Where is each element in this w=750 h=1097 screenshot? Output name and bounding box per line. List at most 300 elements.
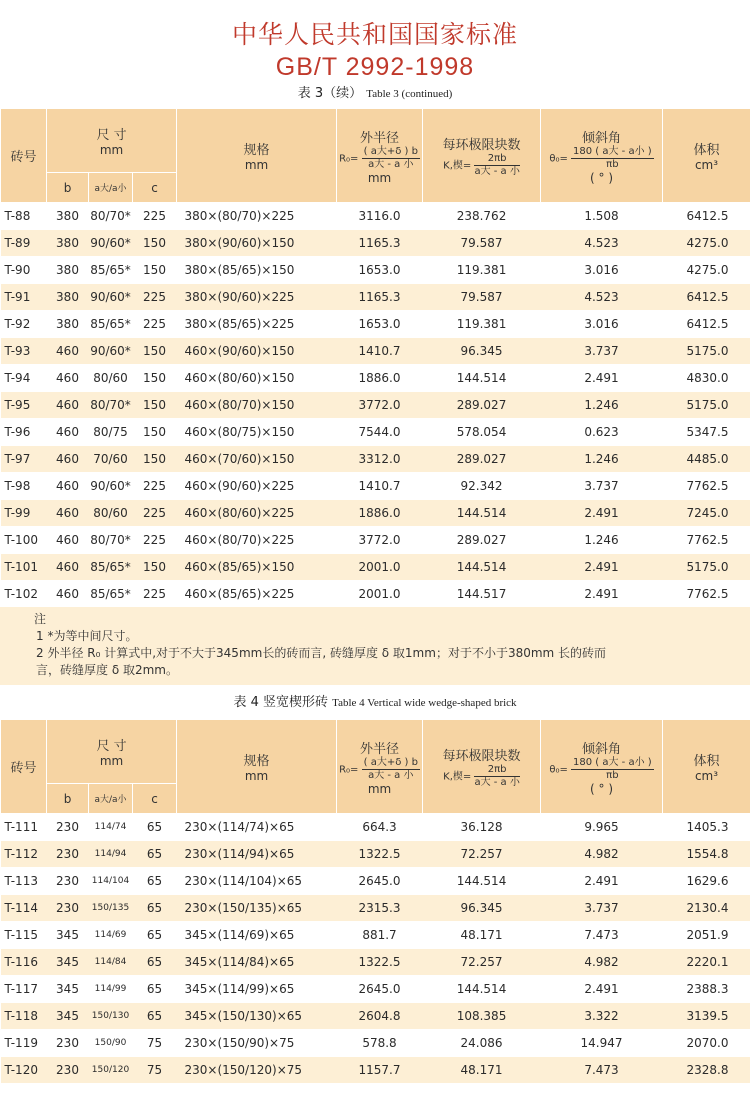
header-a: a大/a小 (89, 173, 133, 203)
cell-b: 345 (47, 922, 89, 949)
cell-radius: 2604.8 (337, 1003, 423, 1030)
table-row (1, 203, 750, 230)
cell-ring-count: 119.381 (423, 311, 541, 338)
t4-header-size (47, 720, 177, 784)
cell-spec: 460×(80/70)×150 (177, 392, 337, 419)
cell-angle: 2.491 (541, 554, 663, 581)
cell-ring-count: 144.514 (423, 500, 541, 527)
table-row (1, 868, 750, 895)
table-row (1, 895, 750, 922)
cell-c: 150 (133, 257, 177, 284)
cell-ring-count: 79.587 (423, 230, 541, 257)
cell-b: 460 (47, 581, 89, 608)
standard-title: 中华人民共和国国家标准 (231, 20, 518, 49)
cell-spec: 345×(114/84)×65 (177, 949, 337, 976)
radius-formula-den: a大 - a 小 (368, 158, 414, 170)
table-row (1, 392, 750, 419)
cell-ring-count: 144.517 (423, 581, 541, 608)
radius-formula-num: ( a大+δ ) b (363, 145, 418, 157)
t4-header-radius-label: 外半径 (360, 741, 400, 757)
table-row (1, 311, 750, 338)
cell-angle: 2.491 (541, 365, 663, 392)
table-row (1, 976, 750, 1003)
cell-a: 114/69 (89, 922, 133, 949)
table-row (1, 473, 750, 500)
cell-ring-count: 289.027 (423, 392, 541, 419)
t4-header-a: a大/a小 (89, 784, 133, 814)
cell-c: 225 (133, 284, 177, 311)
t4-header-size-label: 尺 寸 (96, 739, 127, 754)
note-1: 1 *为等中间尺寸。 (36, 629, 138, 643)
cell-angle: 9.965 (541, 814, 663, 841)
t4-radius-formula (339, 757, 420, 782)
t4-angle-formula-lhs: θ₀= (549, 764, 568, 775)
cell-spec: 230×(150/90)×75 (177, 1030, 337, 1057)
cell-volume: 7245.0 (663, 500, 750, 527)
cell-c: 65 (133, 922, 177, 949)
cell-radius: 3312.0 (337, 446, 423, 473)
cell-b: 230 (47, 868, 89, 895)
table3-body (1, 203, 750, 608)
cell-brick-no: T-111 (1, 814, 47, 841)
radius-formula-lhs: R₀= (339, 153, 359, 164)
header-angle (541, 109, 663, 203)
cell-c: 65 (133, 841, 177, 868)
document-header (0, 0, 750, 82)
table-row (1, 922, 750, 949)
cell-brick-no: T-116 (1, 949, 47, 976)
cell-radius: 3116.0 (337, 203, 423, 230)
cell-b: 380 (47, 230, 89, 257)
t4-angle-formula-den: πb (606, 769, 619, 781)
cell-spec: 230×(114/94)×65 (177, 841, 337, 868)
cell-c: 225 (133, 203, 177, 230)
standard-code: GB/T 2992-1998 (275, 53, 475, 81)
cell-spec: 380×(85/65)×225 (177, 311, 337, 338)
cell-spec: 345×(114/99)×65 (177, 976, 337, 1003)
t4-header-angle (541, 720, 663, 814)
table-row (1, 419, 750, 446)
cell-spec: 230×(114/74)×65 (177, 814, 337, 841)
cell-radius: 2001.0 (337, 554, 423, 581)
cell-spec: 460×(85/65)×150 (177, 554, 337, 581)
cell-brick-no: T-90 (1, 257, 47, 284)
t4-angle-formula (549, 757, 653, 782)
cell-c: 150 (133, 419, 177, 446)
header-spec-label: 规格 (243, 143, 270, 158)
t4-header-radius-unit: mm (367, 781, 392, 796)
cell-radius: 1410.7 (337, 473, 423, 500)
cell-c: 65 (133, 895, 177, 922)
cell-angle: 1.246 (541, 527, 663, 554)
cell-volume: 7762.5 (663, 527, 750, 554)
cell-c: 225 (133, 311, 177, 338)
cell-spec: 345×(150/130)×65 (177, 1003, 337, 1030)
cell-brick-no: T-92 (1, 311, 47, 338)
cell-angle: 3.016 (541, 311, 663, 338)
cell-a: 85/65* (89, 554, 133, 581)
cell-a: 114/84 (89, 949, 133, 976)
cell-volume: 5347.5 (663, 419, 750, 446)
cell-angle: 4.523 (541, 284, 663, 311)
cell-spec: 460×(90/60)×150 (177, 338, 337, 365)
cell-angle: 1.246 (541, 446, 663, 473)
cell-angle: 1.246 (541, 392, 663, 419)
cell-c: 225 (133, 500, 177, 527)
cell-c: 225 (133, 473, 177, 500)
cell-c: 150 (133, 230, 177, 257)
cell-angle: 3.737 (541, 473, 663, 500)
cell-spec: 460×(80/75)×150 (177, 419, 337, 446)
cell-volume: 6412.5 (663, 284, 750, 311)
cell-radius: 2001.0 (337, 581, 423, 608)
t4-header-angle-label: 倾斜角 (582, 741, 622, 757)
cell-a: 114/104 (89, 868, 133, 895)
cell-spec: 460×(85/65)×225 (177, 581, 337, 608)
cell-c: 225 (133, 527, 177, 554)
table-row (1, 230, 750, 257)
cell-brick-no: T-100 (1, 527, 47, 554)
table4-body (1, 814, 750, 1084)
table4-caption-en: Table 4 Vertical wide wedge-shaped brick (332, 697, 517, 709)
cell-b: 460 (47, 338, 89, 365)
header-radius-label: 外半径 (360, 130, 400, 146)
cell-radius: 881.7 (337, 922, 423, 949)
cell-radius: 1322.5 (337, 841, 423, 868)
header-radius (337, 109, 423, 203)
cell-brick-no: T-95 (1, 392, 47, 419)
t4-header-size-unit: mm (99, 754, 124, 768)
t4-header-volume-label: 体积 (693, 754, 720, 769)
cell-brick-no: T-96 (1, 419, 47, 446)
cell-ring-count: 289.027 (423, 527, 541, 554)
cell-brick-no: T-93 (1, 338, 47, 365)
cell-angle: 3.016 (541, 257, 663, 284)
cell-ring-count: 238.762 (423, 203, 541, 230)
cell-volume: 1629.6 (663, 868, 750, 895)
cell-c: 150 (133, 365, 177, 392)
cell-volume: 5175.0 (663, 554, 750, 581)
cell-brick-no: T-97 (1, 446, 47, 473)
cell-ring-count: 96.345 (423, 338, 541, 365)
cell-brick-no: T-101 (1, 554, 47, 581)
cell-spec: 460×(70/60)×150 (177, 446, 337, 473)
cell-a: 90/60* (89, 473, 133, 500)
cell-b: 230 (47, 841, 89, 868)
cell-ring-count: 144.514 (423, 976, 541, 1003)
t4-header-ring (423, 720, 541, 814)
cell-c: 65 (133, 1003, 177, 1030)
angle-formula (549, 146, 653, 171)
cell-volume: 2051.9 (663, 922, 750, 949)
cell-spec: 460×(80/60)×150 (177, 365, 337, 392)
cell-a: 114/99 (89, 976, 133, 1003)
t4-header-b: b (47, 784, 89, 814)
cell-a: 114/74 (89, 814, 133, 841)
table-row (1, 841, 750, 868)
angle-formula-lhs: θ₀= (549, 153, 568, 164)
cell-a: 80/70* (89, 527, 133, 554)
header-size (47, 109, 177, 173)
t4-header-spec-label: 规格 (243, 754, 270, 769)
cell-b: 230 (47, 1057, 89, 1084)
cell-ring-count: 108.385 (423, 1003, 541, 1030)
cell-c: 150 (133, 338, 177, 365)
t4-header-angle-unit: ( ° ) (590, 781, 614, 796)
t4-header-volume (663, 720, 750, 814)
cell-volume: 7762.5 (663, 473, 750, 500)
cell-c: 150 (133, 446, 177, 473)
cell-spec: 345×(114/69)×65 (177, 922, 337, 949)
cell-b: 345 (47, 949, 89, 976)
cell-b: 380 (47, 203, 89, 230)
header-volume (663, 109, 750, 203)
cell-spec: 380×(80/70)×225 (177, 203, 337, 230)
cell-spec: 380×(90/60)×225 (177, 284, 337, 311)
cell-spec: 230×(150/120)×75 (177, 1057, 337, 1084)
cell-b: 460 (47, 527, 89, 554)
cell-angle: 2.491 (541, 868, 663, 895)
cell-spec: 460×(90/60)×225 (177, 473, 337, 500)
cell-radius: 1165.3 (337, 230, 423, 257)
t4-ring-formula-den: a大 - a 小 (474, 776, 520, 788)
cell-ring-count: 289.027 (423, 446, 541, 473)
cell-brick-no: T-118 (1, 1003, 47, 1030)
cell-volume: 1405.3 (663, 814, 750, 841)
cell-angle: 3.737 (541, 895, 663, 922)
cell-brick-no: T-98 (1, 473, 47, 500)
cell-volume: 2070.0 (663, 1030, 750, 1057)
t4-ring-formula-lhs: K,楔= (443, 771, 472, 782)
header-radius-unit: mm (367, 170, 392, 185)
cell-radius: 1653.0 (337, 311, 423, 338)
cell-b: 460 (47, 365, 89, 392)
cell-spec: 230×(150/135)×65 (177, 895, 337, 922)
table3 (0, 108, 750, 607)
table3-caption-cn: 表 3（续） (297, 86, 363, 101)
cell-radius: 2645.0 (337, 976, 423, 1003)
note-2a: 2 外半径 R₀ 计算式中,对于不大于345mm长的砖而言, 砖缝厚度 δ 取1mm；对于不小于380mm 长的砖而 (36, 646, 607, 660)
cell-angle: 3.322 (541, 1003, 663, 1030)
angle-formula-num: 180 ( a大 - a小 ) (573, 145, 652, 157)
cell-radius: 1886.0 (337, 500, 423, 527)
t4-header-c: c (133, 784, 177, 814)
table-row (1, 949, 750, 976)
cell-brick-no: T-102 (1, 581, 47, 608)
header-b: b (47, 173, 89, 203)
cell-c: 150 (133, 554, 177, 581)
table-row (1, 1003, 750, 1030)
cell-b: 460 (47, 473, 89, 500)
cell-b: 230 (47, 814, 89, 841)
header-volume-label: 体积 (693, 143, 720, 158)
t4-angle-formula-num: 180 ( a大 - a小 ) (573, 756, 652, 768)
cell-b: 460 (47, 392, 89, 419)
table-row (1, 284, 750, 311)
cell-a: 150/135 (89, 895, 133, 922)
cell-ring-count: 24.086 (423, 1030, 541, 1057)
cell-angle: 0.623 (541, 419, 663, 446)
table3-caption (0, 84, 750, 104)
t4-ring-formula-num: 2πb (474, 764, 519, 777)
table4-header (1, 720, 750, 814)
t4-header-volume-unit: cm³ (694, 769, 719, 783)
header-c: c (133, 173, 177, 203)
cell-brick-no: T-113 (1, 868, 47, 895)
cell-radius: 1410.7 (337, 338, 423, 365)
cell-radius: 664.3 (337, 814, 423, 841)
cell-volume: 3139.5 (663, 1003, 750, 1030)
header-angle-unit: ( ° ) (590, 170, 614, 185)
cell-b: 460 (47, 446, 89, 473)
table-row (1, 1057, 750, 1084)
cell-a: 90/60* (89, 230, 133, 257)
cell-ring-count: 79.587 (423, 284, 541, 311)
t4-header-ring-label: 每环极限块数 (442, 748, 521, 764)
cell-spec: 460×(80/60)×225 (177, 500, 337, 527)
cell-radius: 7544.0 (337, 419, 423, 446)
cell-c: 65 (133, 868, 177, 895)
cell-brick-no: T-120 (1, 1057, 47, 1084)
cell-c: 150 (133, 392, 177, 419)
table-row (1, 338, 750, 365)
cell-b: 460 (47, 500, 89, 527)
cell-volume: 2220.1 (663, 949, 750, 976)
cell-volume: 4275.0 (663, 257, 750, 284)
angle-formula-den: πb (606, 158, 619, 170)
cell-a: 80/75 (89, 419, 133, 446)
t4-header-spec-unit: mm (244, 769, 269, 783)
cell-c: 75 (133, 1057, 177, 1084)
cell-angle: 2.491 (541, 500, 663, 527)
cell-ring-count: 119.381 (423, 257, 541, 284)
t4-radius-formula-num: ( a大+δ ) b (363, 756, 418, 768)
table-row (1, 365, 750, 392)
table-row (1, 581, 750, 608)
cell-volume: 5175.0 (663, 392, 750, 419)
cell-angle: 4.523 (541, 230, 663, 257)
cell-spec: 460×(80/70)×225 (177, 527, 337, 554)
cell-radius: 1157.7 (337, 1057, 423, 1084)
cell-ring-count: 36.128 (423, 814, 541, 841)
cell-a: 80/70* (89, 392, 133, 419)
cell-volume: 6412.5 (663, 203, 750, 230)
table3-caption-en: Table 3 (continued) (366, 88, 453, 100)
ring-formula-lhs: K,楔= (443, 160, 472, 171)
cell-a: 80/70* (89, 203, 133, 230)
cell-radius: 578.8 (337, 1030, 423, 1057)
cell-b: 380 (47, 257, 89, 284)
cell-volume: 6412.5 (663, 311, 750, 338)
cell-ring-count: 92.342 (423, 473, 541, 500)
cell-volume: 1554.8 (663, 841, 750, 868)
table3-header (1, 109, 750, 203)
cell-angle: 4.982 (541, 841, 663, 868)
table4 (0, 719, 750, 1083)
cell-a: 150/120 (89, 1057, 133, 1084)
cell-a: 80/60 (89, 500, 133, 527)
cell-b: 380 (47, 311, 89, 338)
cell-brick-no: T-91 (1, 284, 47, 311)
header-brick-no: 砖号 (1, 109, 47, 203)
cell-radius: 1886.0 (337, 365, 423, 392)
cell-radius: 2315.3 (337, 895, 423, 922)
t4-header-brick-no: 砖号 (1, 720, 47, 814)
ring-formula-den: a大 - a 小 (474, 165, 520, 177)
table-row (1, 446, 750, 473)
cell-angle: 7.473 (541, 922, 663, 949)
cell-volume: 2130.4 (663, 895, 750, 922)
header-size-unit: mm (99, 143, 124, 157)
radius-formula (339, 146, 420, 171)
cell-volume: 7762.5 (663, 581, 750, 608)
table-row (1, 1030, 750, 1057)
table-row (1, 554, 750, 581)
cell-angle: 3.737 (541, 338, 663, 365)
ring-formula (443, 153, 520, 178)
cell-brick-no: T-88 (1, 203, 47, 230)
cell-ring-count: 96.345 (423, 895, 541, 922)
header-spec-unit: mm (244, 158, 269, 172)
cell-a: 85/65* (89, 311, 133, 338)
cell-brick-no: T-99 (1, 500, 47, 527)
cell-c: 75 (133, 1030, 177, 1057)
cell-b: 460 (47, 554, 89, 581)
header-ring-label: 每环极限块数 (442, 137, 521, 153)
cell-brick-no: T-117 (1, 976, 47, 1003)
cell-brick-no: T-115 (1, 922, 47, 949)
cell-volume: 4275.0 (663, 230, 750, 257)
cell-ring-count: 578.054 (423, 419, 541, 446)
ring-formula-num: 2πb (474, 153, 519, 166)
cell-brick-no: T-112 (1, 841, 47, 868)
cell-a: 85/65* (89, 581, 133, 608)
cell-radius: 3772.0 (337, 392, 423, 419)
t4-header-radius (337, 720, 423, 814)
cell-b: 345 (47, 976, 89, 1003)
cell-a: 150/90 (89, 1030, 133, 1057)
cell-angle: 1.508 (541, 203, 663, 230)
cell-spec: 230×(114/104)×65 (177, 868, 337, 895)
cell-c: 65 (133, 976, 177, 1003)
t4-radius-formula-den: a大 - a 小 (368, 769, 414, 781)
cell-brick-no: T-89 (1, 230, 47, 257)
cell-radius: 3772.0 (337, 527, 423, 554)
cell-angle: 4.982 (541, 949, 663, 976)
cell-angle: 2.491 (541, 581, 663, 608)
cell-a: 70/60 (89, 446, 133, 473)
cell-a: 150/130 (89, 1003, 133, 1030)
t4-header-spec (177, 720, 337, 814)
table-row (1, 527, 750, 554)
cell-volume: 5175.0 (663, 338, 750, 365)
cell-ring-count: 144.514 (423, 554, 541, 581)
cell-angle: 7.473 (541, 1057, 663, 1084)
cell-b: 230 (47, 1030, 89, 1057)
cell-a: 80/60 (89, 365, 133, 392)
header-angle-label: 倾斜角 (582, 130, 622, 146)
cell-radius: 1165.3 (337, 284, 423, 311)
header-volume-unit: cm³ (694, 158, 719, 172)
cell-ring-count: 72.257 (423, 841, 541, 868)
cell-brick-no: T-94 (1, 365, 47, 392)
table4-caption-cn: 表 4 竖宽楔形砖 (233, 695, 328, 710)
cell-a: 114/94 (89, 841, 133, 868)
t4-ring-formula (443, 764, 520, 789)
cell-b: 460 (47, 419, 89, 446)
cell-radius: 1322.5 (337, 949, 423, 976)
table-row (1, 257, 750, 284)
